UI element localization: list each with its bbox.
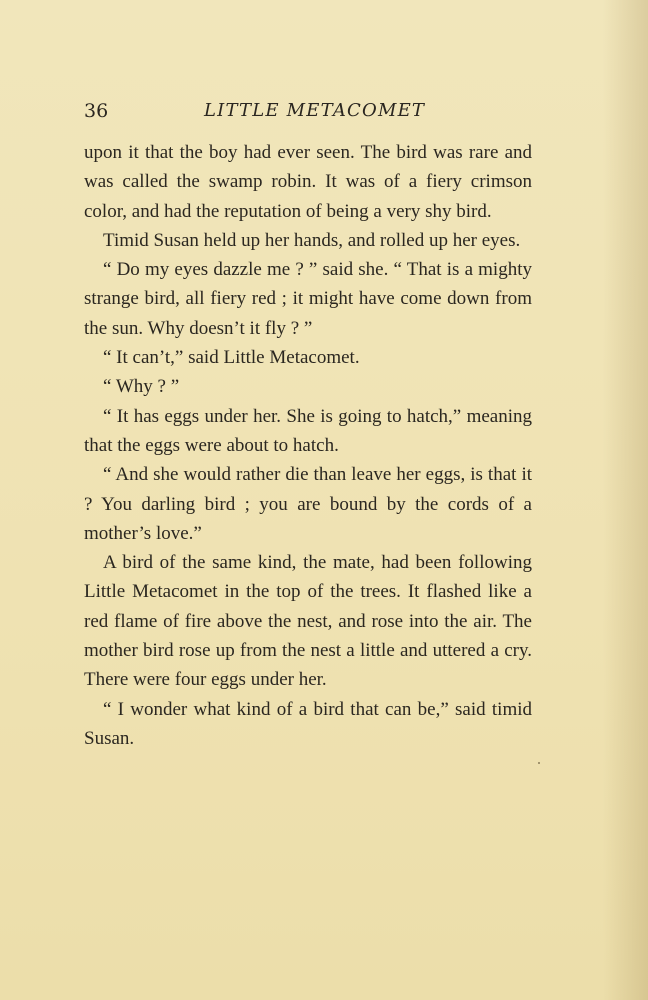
paragraph: “ It has eggs under her. She is going to hatch,” meaning that the eggs were about to hatch. <box>84 405 532 456</box>
paragraph: “ And she would rather die than leave her eggs, is that it ? You darling bird ; you are bound by the cords of a mother’s love.” <box>84 464 532 544</box>
page-number: 36 <box>84 100 109 122</box>
paragraph-continued: upon it that the boy had ever seen. The bird was rare and was called the swamp robin. It was of a fiery crimson color, and had the reputation of being a very shy bird. <box>84 142 532 222</box>
paragraph: “ It can’t,” said Little Metacomet. <box>103 347 360 369</box>
running-head: LITTLE METACOMET <box>204 100 426 121</box>
paper-speck <box>538 762 540 764</box>
body-text <box>84 138 532 753</box>
paragraph: “ Why ? ” <box>103 376 180 398</box>
page-header <box>84 100 532 130</box>
paragraph: “ Do my eyes dazzle me ? ” said she. “ That is a mighty strange bird, all fiery red ; it might have come down from the sun. Why doesn’t it fly ? ” <box>84 259 532 339</box>
paragraph: “ I wonder what kind of a bird that can be,” said timid Susan. <box>84 698 532 749</box>
paragraph: A bird of the same kind, the mate, had been following Little Metacomet in the top of the trees. It flashed like a red flame of fire above the nest, and rose into the air. The mother bird rose up from the nest a little and uttered a cry. There were four eggs under her. <box>84 552 532 691</box>
paragraph: Timid Susan held up her hands, and rolled up her eyes. <box>103 229 521 251</box>
